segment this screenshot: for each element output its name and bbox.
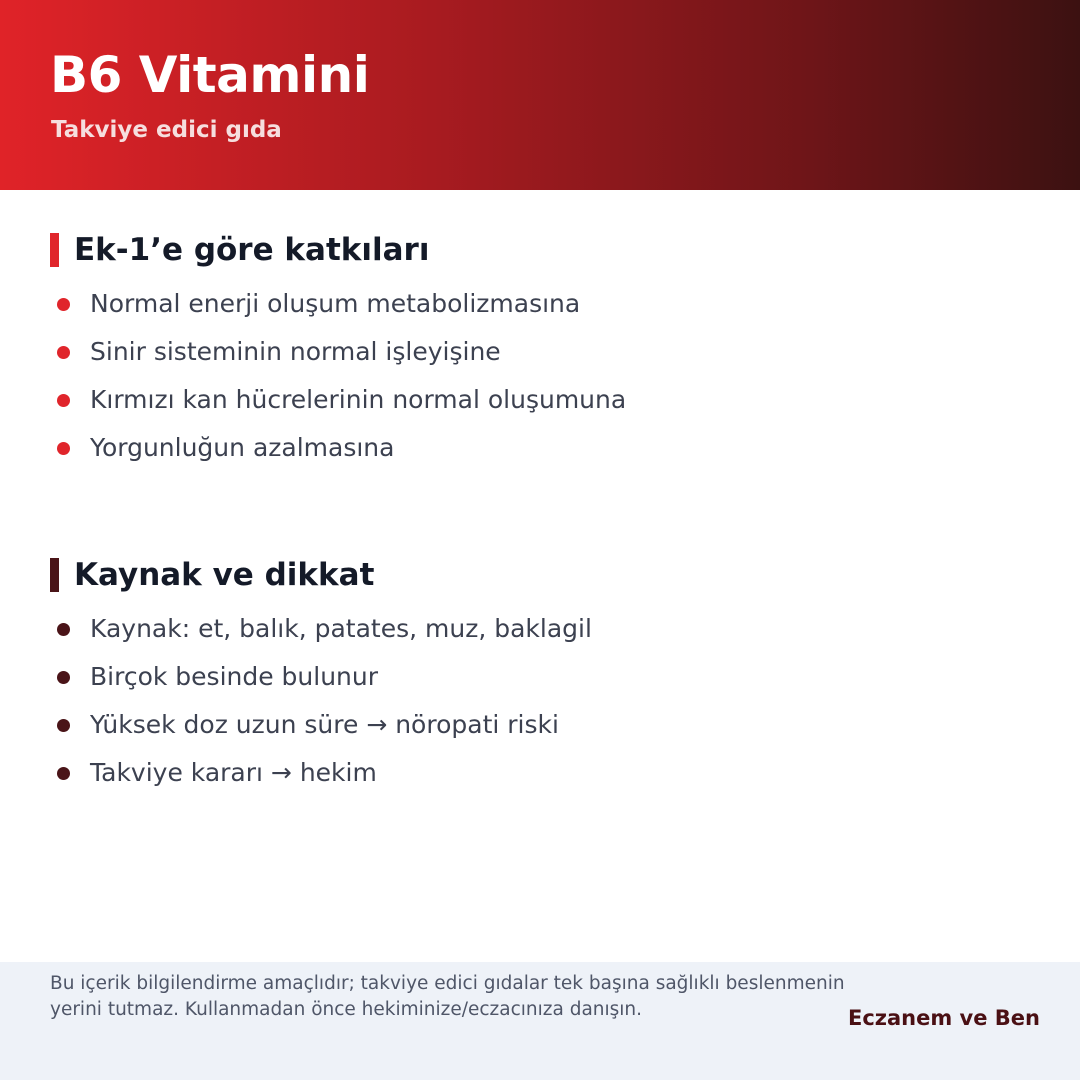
bullet-dot-icon (57, 719, 70, 732)
list-item (50, 284, 1030, 332)
section-title-text: Kaynak ve dikkat (74, 557, 375, 593)
list-item (50, 609, 1030, 657)
bullet-dot-icon (57, 394, 70, 407)
section-title (50, 232, 1030, 268)
list-item (50, 753, 1030, 801)
list-item (50, 705, 1030, 753)
bullet-dot-icon (57, 623, 70, 636)
page-title: B6 Vitamini (50, 46, 370, 104)
list-item-text: Yüksek doz uzun süre → nöropati riski (90, 710, 559, 739)
brand-name: Eczanem ve Ben (847, 1006, 1040, 1030)
section-contributions (50, 232, 1030, 476)
list-item-text: Kırmızı kan hücrelerinin normal oluşumuna (90, 385, 627, 414)
bullet-dot-icon (57, 767, 70, 780)
bullet-dot-icon (57, 442, 70, 455)
section-accent-bar (50, 558, 59, 592)
disclaimer-text: Bu içerik bilgilendirme amaçlıdır; takviye edici gıdalar tek başına sağlıklı beslenmenin yerini tutmaz. Kullanmadan önce hekiminize/eczacınıza danışın. (50, 973, 845, 1020)
bullet-list (50, 284, 1030, 476)
section-title-text: Ek-1’e göre katkıları (74, 232, 430, 268)
section-source-caution (50, 557, 1030, 801)
list-item (50, 332, 1030, 380)
list-item-text: Takviye kararı → hekim (90, 758, 377, 787)
bullet-dot-icon (57, 298, 70, 311)
list-item (50, 657, 1030, 705)
bullet-dot-icon (57, 671, 70, 684)
list-item-text: Normal enerji oluşum metabolizmasına (90, 289, 581, 318)
section-accent-bar (50, 233, 59, 267)
list-item-text: Kaynak: et, balık, patates, muz, baklagil (90, 614, 592, 643)
bullet-dot-icon (57, 346, 70, 359)
section-title (50, 557, 1030, 593)
bullet-list (50, 609, 1030, 801)
page-subtitle: Takviye edici gıda (51, 117, 282, 143)
footer (0, 962, 1080, 1080)
list-item-text: Birçok besinde bulunur (90, 662, 379, 691)
list-item (50, 428, 1030, 476)
header-banner (0, 0, 1080, 190)
list-item (50, 380, 1030, 428)
list-item-text: Sinir sisteminin normal işleyişine (90, 337, 501, 366)
list-item-text: Yorgunluğun azalmasına (90, 433, 395, 462)
